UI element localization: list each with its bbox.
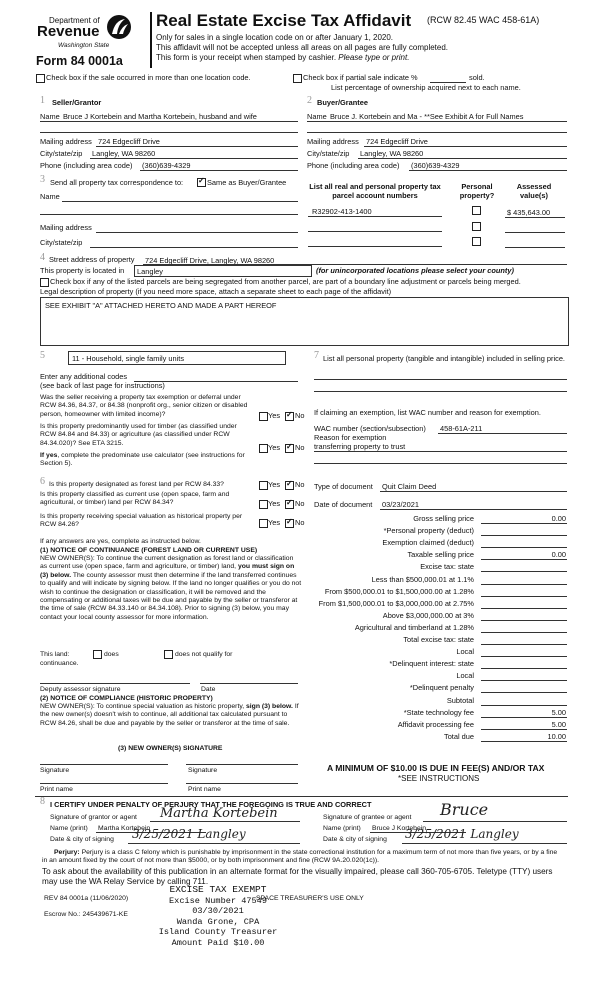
grantor-name-value[interactable]: Martha Kortebein [98, 825, 151, 832]
land-does-not-checkbox[interactable] [164, 650, 173, 659]
correspondence-mail-line[interactable] [96, 232, 298, 233]
tax-row-label: From $500,000.01 to $1,500,000.00 at 1.28% [324, 586, 474, 596]
tax-correspondence-label: Send all property tax correspondence to: [50, 178, 184, 187]
land-use-code-value: 11 - Household, single family units [72, 354, 185, 363]
correspondence-name-line[interactable] [62, 201, 298, 202]
grantee-signature-line[interactable] [423, 821, 567, 822]
logo-line3: Washington State [58, 42, 110, 49]
section-8-number: 8 [40, 796, 45, 807]
partial-sale-checkbox[interactable] [293, 74, 302, 83]
segregated-checkbox[interactable] [40, 278, 49, 287]
correspondence-mail-label: Mailing address [40, 223, 92, 232]
street-address-value[interactable]: 724 Edgecliff Drive, Langley, WA 98260 [145, 256, 275, 265]
form-title: Real Estate Excise Tax Affidavit [156, 11, 412, 30]
document-date-line [380, 509, 567, 510]
certify-statement: I CERTIFY UNDER PENALTY OF PERJURY THAT THE FOREGOING IS TRUE AND CORRECT [50, 800, 372, 809]
owner-print-label-1: Print name [40, 786, 73, 793]
assessed-line-1 [505, 217, 565, 218]
grantee-date-label: Date & city of signing [323, 836, 387, 843]
land-does-checkbox[interactable] [93, 650, 102, 659]
minimum-due-note: A MINIMUM OF $10.00 IS DUE IN FEE(S) AND/OR TAX [327, 763, 545, 773]
assessed-value-col-header: Assessed value(s) [516, 182, 552, 200]
current-use-question: Is this property classified as current use (open space, farm and agricultural, or timber) land per RCW 84.34? [40, 491, 230, 507]
tax-row-label: Total excise tax: state [403, 635, 474, 644]
tax-row-line [481, 632, 567, 633]
section-7-number: 7 [314, 350, 319, 361]
correspondence-city-line[interactable] [90, 247, 298, 248]
tax-row-line [481, 584, 567, 585]
historic-yes-checkbox[interactable] [259, 519, 268, 528]
section-8-top-rule [35, 796, 568, 797]
treasurer-use-label: SPACE TREASURER'S USE ONLY [256, 895, 364, 902]
exemption-question: Was the seller receiving a property tax exemption or deferral under RCW 84.36, 84.37, or 84.38 (nonprofit org., senior citizen or disabled person, homeowner with limited income)? [40, 394, 248, 418]
stamp-line: EXCISE TAX EXEMPT [169, 884, 267, 895]
header-note-1: Only for sales in a single location code on or after January 1, 2020. [156, 33, 394, 42]
personal-property-line-2[interactable] [314, 391, 567, 392]
tax-row-label: Less than $500,000.01 at 1.1% [371, 574, 474, 584]
owner-print-label-2: Print name [188, 786, 221, 793]
grantor-name-label: Name (print) [50, 825, 88, 832]
see-back-note: (see back of last page for instructions) [40, 381, 165, 390]
historic-yes-label: Yes [268, 518, 281, 527]
grantor-signature: Martha Kortebein [160, 806, 278, 821]
buyer-phone-value[interactable]: (360)639-4329 [411, 161, 460, 170]
historic-no-label: No [295, 518, 305, 527]
tax-row-line [481, 680, 567, 681]
grantor-date-handwritten: 3/25/2021 Langley [132, 827, 246, 841]
grantee-signature: Bruce [440, 800, 489, 819]
treasurer-stamp [148, 885, 288, 948]
correspondence-city-label: City/state/zip [40, 238, 83, 247]
any-yes-note: If any answers are yes, complete as instructed below. [40, 538, 201, 545]
section-6-number: 6 [40, 476, 45, 487]
segregated-label: Check box if any of the listed parcels are being segregated from another parcel, are part of a boundary line adjustment or parcels being merged. [50, 277, 521, 286]
notice-continuance-text: NEW OWNER(S): To continue the current designation as forest land or classification as current use (open space, farm and agriculture, or timber) land, you must sign on (3) below. The county assessor must then determine if the land transferred continues to qualify and will indicate by signing below. If the land no longer qualifies or you do not wish to continue the designation or classification, it will be removed and the compensating or additional taxes will be due and payable by the seller or transferor at the time of sale (RCW 84.33.140 or 84.34.108). Prior to signing (3) below, you may contact your local county assessor for more information. [40, 555, 302, 621]
historic-no-checkbox[interactable] [285, 519, 294, 528]
buyer-mail-label: Mailing address [307, 137, 359, 146]
buyer-name-label: Name [307, 112, 327, 121]
correspondence-line-2 [40, 214, 298, 215]
seller-name-line-2 [40, 132, 298, 133]
stamp-line: 03/30/2021 [192, 906, 244, 916]
seller-city-label: City/state/zip [40, 149, 83, 158]
tax-row-line [481, 741, 567, 742]
buyer-phone-line [409, 170, 567, 171]
tax-row-line [481, 571, 567, 572]
timber-yes-label: Yes [268, 443, 281, 452]
same-as-buyer-label: Same as Buyer/Grantee [207, 178, 287, 187]
tax-row-label: *State technology fee [403, 707, 474, 717]
section-2-number: 2 [307, 95, 312, 106]
dor-emblem-icon [105, 12, 133, 42]
multi-location-label: Check box if the sale occurred in more than one location code. [46, 73, 251, 82]
tax-row-line [481, 729, 567, 730]
notice-continuance-heading: (1) NOTICE OF CONTINUANCE (FOREST LAND OR CURRENT USE) [40, 547, 258, 554]
parcel-line-3 [308, 246, 442, 247]
seller-mail-line [96, 146, 298, 147]
wac-number-line [438, 433, 567, 434]
personal-property-col-header: Personal property? [459, 182, 495, 200]
buyer-mail-value[interactable]: 724 Edgecliff Drive [366, 137, 428, 146]
tax-row-line [481, 596, 567, 597]
forest-yes-checkbox[interactable] [259, 481, 268, 490]
tax-row-label: *Delinquent interest: state [389, 659, 474, 669]
grantor-date-line[interactable] [128, 843, 300, 844]
tax-row-line [481, 656, 567, 657]
seller-phone-line [140, 170, 298, 171]
wac-number-label: WAC number (section/subsection) [314, 424, 426, 433]
owner-sig-line-2[interactable] [186, 764, 298, 765]
document-date-value[interactable]: 03/23/2021 [382, 500, 419, 509]
same-as-buyer-checkbox[interactable] [197, 178, 206, 187]
owner-sig-line-1[interactable] [40, 764, 168, 765]
perjury-notice: Perjury: Perjury is a class C felony which is punishable by imprisonment in the state correctional institution for a maximum term of not more than five years, or by a fine in an amount fixed by the court of not more than $5000, or by both imprisonment and fine (RCW 9A.20.020(1c)). [42, 849, 558, 865]
tax-row-label: Exemption claimed (deduct) [382, 538, 474, 548]
additional-codes-label: Enter any additional codes [40, 372, 128, 381]
buyer-mail-line [364, 146, 567, 147]
personal-property-checkbox-3[interactable] [472, 237, 481, 246]
forest-land-question: Is this property designated as forest land per RCW 84.33? [49, 481, 224, 488]
exemption-yes-checkbox[interactable] [259, 412, 268, 421]
current-use-yes-label: Yes [268, 499, 281, 508]
deputy-signature-line[interactable] [40, 683, 190, 684]
legal-description-box[interactable] [40, 297, 569, 346]
assessed-line-3 [505, 247, 565, 248]
grantee-name-label: Name (print) [323, 825, 361, 832]
located-in-label: This property is located in [40, 266, 125, 275]
tax-row-label: Local [456, 647, 474, 657]
tax-row-line [481, 547, 567, 548]
street-address-label: Street address of property [49, 255, 135, 264]
county-select[interactable] [134, 265, 312, 277]
alternate-format-notice: To ask about the availability of this publication in an alternate format for the visually impaired, please call 360-705-6705. Teletype (TTY) users may use the WA Relay Service by calling 711. [42, 867, 553, 886]
personal-property-list-label: List all personal property (tangible and intangible) included in selling price. [323, 354, 565, 363]
logo-line2: Revenue [37, 23, 100, 40]
grantee-date-line[interactable] [402, 843, 567, 844]
tax-row-label: Above $3,000,000.00 at 3% [382, 610, 474, 620]
deputy-date-label: Date [201, 686, 216, 693]
county-select-value: Langley [137, 267, 163, 276]
assessed-line-2 [505, 232, 565, 233]
header-note-2: This affidavit will not be accepted unless all areas on all pages are fully completed. [156, 43, 449, 52]
header-divider [150, 12, 152, 68]
owner-signature-label-2: Signature [188, 767, 218, 774]
buyer-city-label: City/state/zip [307, 149, 350, 158]
document-type-value[interactable]: Quit Claim Deed [382, 482, 437, 491]
personal-property-checkbox-1[interactable] [472, 206, 481, 215]
historic-question: Is this property receiving special valuation as historical property per RCW 84.26? [40, 513, 243, 529]
grantee-date-handwritten: 3/25/2021 Langley [405, 827, 519, 841]
exemption-no-label: No [295, 411, 305, 420]
seller-name-label: Name [40, 112, 60, 121]
land-does-not-label: does not qualify for [175, 651, 233, 658]
grantor-signature-label: Signature of grantor or agent [50, 814, 137, 821]
exemption-yes-label: Yes [268, 411, 281, 420]
buyer-city-value[interactable]: Langley, WA 98260 [360, 149, 424, 158]
reason-line [314, 451, 567, 452]
sold-label: sold. [469, 73, 485, 82]
seller-heading: Seller/Grantor [52, 98, 102, 107]
seller-city-value[interactable]: Langley, WA 98260 [92, 149, 156, 158]
tax-row-label: Affidavit processing fee [397, 719, 474, 729]
seller-phone-label: Phone (including area code) [40, 161, 133, 170]
stamp-line: Excise Number 47549 [169, 895, 267, 906]
document-type-line [380, 491, 567, 492]
owner-print-line-2[interactable] [186, 783, 298, 784]
land-does-label: does [104, 651, 119, 658]
forest-yes-label: Yes [268, 480, 281, 489]
document-date-label: Date of document [314, 500, 373, 509]
tax-row-label: Local [456, 671, 474, 681]
buyer-name-line [307, 121, 567, 122]
claim-exemption-label: If claiming an exemption, list WAC number and reason for exemption. [314, 408, 541, 417]
buyer-name-line-2 [307, 132, 567, 133]
section-5-number: 5 [40, 350, 45, 361]
personal-property-checkbox-2[interactable] [472, 222, 481, 231]
seller-city-line [90, 158, 298, 159]
current-use-no-label: No [295, 499, 305, 508]
seller-name-value[interactable]: Bruce J Kortebein and Martha Kortebein, husband and wife [63, 112, 257, 121]
current-use-yes-checkbox[interactable] [259, 500, 268, 509]
tax-row-label: Subtotal [446, 695, 474, 705]
exemption-no-checkbox[interactable] [285, 412, 294, 421]
tax-row-line [481, 523, 567, 524]
if-yes-note: If yes, complete the predominate use calculator (see instructions for Section 5). [40, 452, 245, 468]
section-3-number: 3 [40, 174, 45, 185]
stamp-line: Wanda Grone, CPA [176, 916, 260, 927]
land-use-code-select[interactable] [68, 351, 286, 365]
tax-row-line [481, 644, 567, 645]
revision-code: REV 84 0001a (11/06/2020) [44, 895, 129, 902]
header-note-3: This form is your receipt when stamped by cashier. Please type or print. [156, 53, 410, 62]
forest-no-label: No [295, 480, 305, 489]
multi-location-checkbox[interactable] [36, 74, 45, 83]
tax-row-value[interactable]: 5.00 [551, 719, 566, 729]
personal-property-line-1[interactable] [314, 379, 567, 380]
grantor-signature-line[interactable] [150, 821, 300, 822]
correspondence-name-label: Name [40, 192, 60, 201]
tax-row-value[interactable]: 10.00 [547, 731, 566, 741]
rcw-reference: (RCW 82.45 WAC 458-61A) [427, 15, 540, 25]
timber-yes-checkbox[interactable] [259, 444, 268, 453]
form-number: Form 84 0001a [36, 54, 123, 68]
assessed-value[interactable]: $ 435,643.00 [507, 208, 551, 217]
unincorporated-note: (for unincorporated locations please select your county) [316, 266, 514, 275]
document-type-label: Type of document [314, 482, 373, 491]
tax-row-line [481, 608, 567, 609]
wac-number-value[interactable]: 458-61A-211 [440, 424, 483, 433]
notice-compliance-text: NEW OWNER(S): To continue special valuation as historic property, sign (3) below. If the new owner(s) doesn't wish to continue, all additional tax calculated pursuant to RCW 84.26, shall be due and payable by the seller or transferor at the time of sale. [40, 703, 299, 727]
section-1-number: 1 [40, 95, 45, 106]
buyer-phone-label: Phone (including area code) [307, 161, 400, 170]
seller-name-line [40, 121, 298, 122]
deputy-date-line[interactable] [200, 683, 298, 684]
forest-no-checkbox[interactable] [285, 481, 294, 490]
tax-row-label: Excise tax: state [420, 562, 474, 572]
partial-sale-label: Check box if partial sale indicate % [303, 73, 418, 82]
continuance-label: continuance. [40, 660, 79, 667]
owner-print-line-1[interactable] [40, 783, 168, 784]
legal-description-value: SEE EXHIBIT "A" ATTACHED HERETO AND MADE A PART HEREOF [45, 301, 277, 310]
tax-row-line [481, 692, 567, 693]
new-owner-signature-heading: (3) NEW OWNER(S) SIGNATURE [118, 745, 223, 752]
owner-signature-label-1: Signature [40, 767, 70, 774]
tax-row-line [481, 668, 567, 669]
this-land-label: This land: [40, 651, 70, 658]
tax-row-line [481, 717, 567, 718]
grantor-date-label: Date & city of signing [50, 836, 114, 843]
escrow-number: Escrow No.: 245439671-KE [44, 911, 128, 918]
timber-no-checkbox[interactable] [285, 444, 294, 453]
buyer-name-value[interactable]: Bruce J. Kortebein and Ma - **See Exhibit A for Full Names [330, 112, 524, 121]
tax-row-label: Gross selling price [413, 514, 474, 523]
reason-line-2 [314, 463, 567, 464]
parcel-line-1 [308, 216, 442, 217]
current-use-no-checkbox[interactable] [285, 500, 294, 509]
seller-phone-value[interactable]: (360)639-4329 [142, 161, 191, 170]
tax-row-label: *Delinquent penalty [409, 683, 474, 693]
tax-row-line [481, 705, 567, 706]
tax-row-line [481, 559, 567, 560]
reason-value[interactable]: transferring property to trust [314, 442, 406, 451]
grantee-name-value[interactable]: Bruce J Kortebein [372, 825, 427, 832]
tax-row-label: Agricultural and timberland at 1.28% [354, 622, 474, 632]
grantee-signature-label: Signature of grantee or agent [323, 814, 412, 821]
tax-row-line [481, 620, 567, 621]
buyer-city-line [358, 158, 567, 159]
stamp-line: Island County Treasurer [158, 927, 278, 937]
stamp-line: Amount Paid $10.00 [171, 937, 265, 948]
parcel-line-2 [308, 231, 442, 232]
parcel-number[interactable]: R32902-413-1400 [312, 207, 372, 216]
tax-row-value[interactable]: 5.00 [551, 707, 566, 717]
legal-description-label: Legal description of property (if you need more space, attach a separate sheet to each page of the affidavit) [40, 287, 392, 296]
see-instructions-note: *SEE INSTRUCTIONS [398, 774, 480, 783]
timber-no-label: No [295, 443, 305, 452]
tax-row-label: Taxable selling price [407, 550, 474, 560]
seller-mail-label: Mailing address [40, 137, 92, 146]
notice-compliance-heading: (2) NOTICE OF COMPLIANCE (HISTORIC PROPERTY) [40, 695, 213, 702]
tax-row-line [481, 535, 567, 536]
tax-row-value[interactable]: 0.00 [551, 550, 566, 560]
tax-row-label: From $1,500,000.01 to $3,000,000.00 at 2.75% [318, 598, 474, 608]
parcel-col-header: List all real and personal property tax parcel account numbers [309, 182, 441, 200]
tax-row-label: Total due [444, 731, 474, 741]
reason-label: Reason for exemption [314, 433, 387, 442]
partial-note: List percentage of ownership acquired next to each name. [331, 83, 521, 92]
tax-row-label: *Personal property (deduct) [383, 526, 474, 536]
tax-row-value[interactable]: 0.00 [551, 514, 566, 523]
section-4-number: 4 [40, 252, 45, 263]
timber-question: Is this property predominantly used for timber (as classified under RCW 84.84 and 84.33) or agriculture (as classified under RCW 84.34.020)? See ETA 3215. [40, 423, 237, 447]
buyer-heading: Buyer/Grantee [317, 98, 368, 107]
seller-mail-value[interactable]: 724 Edgecliff Drive [98, 137, 160, 146]
deputy-signature-label: Deputy assessor signature [40, 686, 121, 693]
logo-line1: Department of [49, 16, 100, 25]
